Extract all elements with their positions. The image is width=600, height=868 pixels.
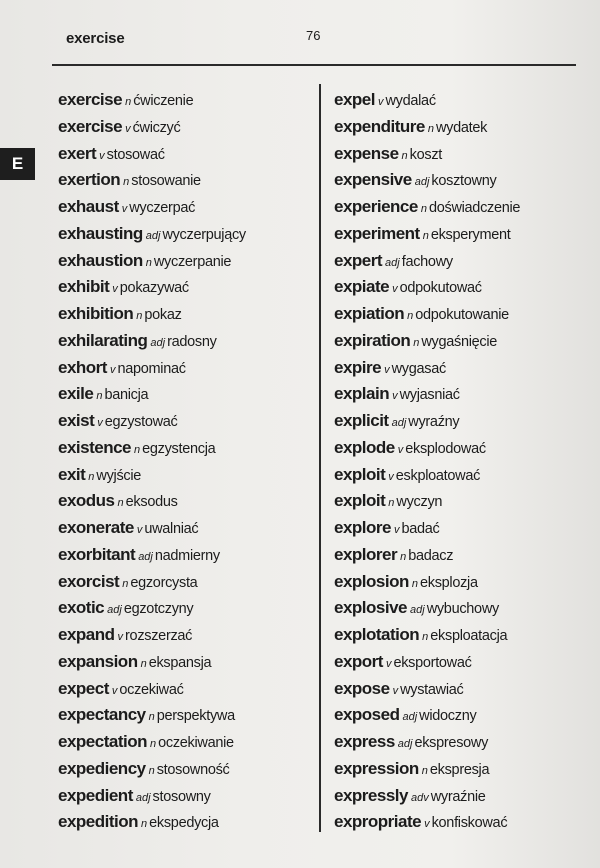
entry-part-of-speech: n	[388, 497, 395, 510]
entry-headword: explain	[334, 384, 390, 404]
entry-headword: exist	[58, 411, 95, 430]
entry-translation: ekspedycja	[149, 815, 219, 832]
entry-translation: nadmierny	[154, 547, 220, 564]
dictionary-entry	[334, 194, 520, 221]
dictionary-entry	[58, 194, 246, 221]
entry-part-of-speech: v	[397, 443, 404, 456]
entry-headword: expectation	[58, 732, 147, 751]
entry-translation: stosowny	[152, 788, 211, 805]
entry-part-of-speech: adj	[138, 550, 153, 563]
dictionary-entry	[58, 569, 246, 596]
entry-headword: exercise	[58, 116, 123, 136]
entry-translation: ćwiczyć	[132, 119, 181, 136]
entry-headword: explotation	[334, 625, 420, 644]
dictionary-entry	[334, 756, 520, 783]
dictionary-entry	[58, 248, 246, 275]
entry-headword: expensive	[334, 170, 412, 190]
entry-part-of-speech: v	[384, 363, 390, 376]
entry-translation: rozszerzać	[125, 628, 193, 644]
entry-translation: eksplozja	[419, 574, 478, 591]
entry-headword: exhaustion	[58, 250, 143, 270]
dictionary-entry	[334, 381, 520, 408]
entry-part-of-speech: adj	[107, 604, 122, 617]
entry-translation: fachowy	[401, 253, 453, 270]
dictionary-entry	[334, 515, 520, 542]
entry-headword: exonerate	[58, 518, 134, 537]
entry-headword: exertion	[58, 170, 121, 190]
entry-part-of-speech: v	[109, 363, 116, 376]
entry-translation: oczekiwanie	[158, 735, 234, 751]
entry-part-of-speech: v	[393, 524, 400, 536]
dictionary-entry	[58, 729, 246, 756]
entry-part-of-speech: adj	[150, 336, 166, 349]
entry-part-of-speech: v	[392, 684, 399, 697]
entry-headword: explorer	[334, 544, 398, 564]
entry-translation: stosować	[106, 146, 165, 163]
right-column	[334, 87, 520, 836]
entry-translation: wygaśnięcie	[421, 333, 498, 350]
dictionary-entry	[334, 435, 520, 462]
dictionary-entry	[58, 649, 246, 676]
entry-headword: exploit	[334, 464, 386, 484]
entry-part-of-speech: adj	[410, 604, 425, 617]
entry-translation: wystawiać	[400, 681, 464, 698]
entry-part-of-speech: n	[134, 443, 141, 456]
entry-translation: wyczerpać	[129, 200, 196, 216]
entry-part-of-speech: v	[424, 818, 430, 831]
dictionary-entry	[334, 809, 520, 836]
dictionary-entry	[58, 221, 246, 248]
entry-headword: exotic	[58, 598, 105, 618]
entry-part-of-speech: v	[392, 283, 398, 296]
entry-headword: expenditure	[334, 116, 425, 136]
entry-translation: wyraźnie	[430, 788, 486, 805]
entry-headword: exhibition	[58, 304, 134, 323]
dictionary-entry	[334, 488, 520, 515]
entry-part-of-speech: v	[385, 657, 392, 670]
left-column	[58, 87, 246, 836]
entry-part-of-speech: n	[88, 470, 95, 483]
column-divider	[319, 84, 321, 832]
dictionary-entry	[334, 274, 520, 301]
dictionary-entry	[58, 114, 246, 141]
entry-part-of-speech: v	[117, 631, 124, 643]
entry-translation: wyczerpanie	[153, 253, 232, 270]
entry-headword: exercise	[58, 90, 123, 109]
entry-headword: exorbitant	[58, 544, 136, 564]
dictionary-entry	[334, 622, 520, 649]
entry-headword: exhort	[58, 357, 107, 377]
entry-headword: expansion	[58, 651, 138, 671]
entry-headword: expectancy	[58, 705, 146, 725]
entry-headword: expedient	[58, 785, 133, 805]
entry-translation: uwalniać	[144, 521, 199, 537]
entry-headword: export	[334, 651, 383, 671]
entry-part-of-speech: adj	[385, 256, 400, 269]
dictionary-entry	[58, 809, 246, 836]
entry-part-of-speech: v	[112, 283, 118, 296]
entry-headword: exit	[58, 464, 86, 484]
dictionary-entry	[334, 87, 520, 114]
dictionary-entry	[334, 702, 520, 729]
dictionary-entry	[334, 328, 520, 355]
entry-headword: expose	[334, 678, 390, 698]
entry-translation: banicja	[104, 387, 149, 404]
entry-headword: expediency	[58, 758, 146, 778]
entry-translation: pokazywać	[119, 280, 189, 297]
entry-translation: oczekiwać	[119, 681, 184, 698]
entry-part-of-speech: n	[141, 818, 148, 831]
dictionary-entry	[58, 408, 246, 435]
entry-part-of-speech: v	[136, 524, 143, 536]
entry-headword: expiration	[334, 330, 411, 350]
entry-translation: badacz	[408, 547, 454, 564]
entry-headword: exposed	[334, 705, 400, 725]
header-rule	[52, 64, 576, 66]
entry-translation: ekspresowy	[414, 735, 489, 751]
entry-translation: ekspansja	[148, 654, 212, 671]
entry-translation: wygasać	[391, 360, 446, 377]
entry-headword: explore	[334, 518, 391, 537]
entry-part-of-speech: n	[148, 764, 155, 777]
dictionary-entry	[58, 141, 246, 168]
entry-headword: expropriate	[334, 812, 422, 832]
entry-part-of-speech: adj	[135, 791, 151, 804]
entry-part-of-speech: n	[149, 738, 157, 750]
dictionary-entry	[58, 488, 246, 515]
entry-headword: expect	[58, 678, 109, 698]
entry-translation: eksodus	[125, 494, 178, 511]
entry-translation: badać	[401, 521, 440, 537]
entry-translation: radosny	[167, 333, 217, 350]
entry-part-of-speech: adj	[391, 417, 407, 429]
entry-part-of-speech: n	[411, 577, 418, 590]
entry-translation: eskploatować	[395, 467, 481, 484]
entry-headword: explosive	[334, 598, 407, 618]
entry-translation: wyjasniać	[399, 387, 460, 404]
entry-part-of-speech: n	[400, 550, 407, 563]
dictionary-entry	[334, 729, 520, 756]
entry-part-of-speech: adj	[402, 711, 418, 724]
entry-part-of-speech: adj	[145, 229, 161, 242]
page-number: 76	[306, 28, 321, 43]
entry-headword: explode	[334, 437, 395, 457]
dictionary-entry	[58, 274, 246, 301]
dictionary-entry	[334, 141, 520, 168]
entry-part-of-speech: n	[422, 229, 429, 242]
entry-headword: exodus	[58, 491, 115, 511]
entry-headword: expiate	[334, 277, 390, 297]
entry-translation: wyczerpujący	[162, 226, 246, 243]
entry-translation: egzystować	[104, 414, 178, 430]
dictionary-entry	[334, 676, 520, 703]
entry-headword: exorcist	[58, 571, 120, 591]
entry-headword: explicit	[334, 411, 389, 430]
entry-part-of-speech: n	[122, 577, 129, 590]
entry-headword: express	[334, 732, 395, 751]
entry-part-of-speech: v	[388, 470, 394, 483]
dictionary-entry	[58, 462, 246, 489]
entry-headword: expense	[334, 143, 399, 163]
entry-headword: exert	[58, 143, 97, 163]
entry-headword: exploit	[334, 491, 386, 511]
entry-translation: eksperyment	[430, 226, 511, 243]
entry-part-of-speech: v	[125, 122, 131, 135]
entry-headword: expressly	[334, 785, 408, 805]
entry-translation: pokaz	[144, 307, 182, 323]
entry-translation: wybuchowy	[426, 601, 499, 618]
entry-part-of-speech: n	[422, 631, 429, 643]
dictionary-entry	[58, 435, 246, 462]
entry-part-of-speech: n	[136, 310, 143, 322]
thumb-index-letter: E	[11, 154, 24, 173]
entry-translation: stosowność	[156, 761, 230, 778]
dictionary-entry	[58, 355, 246, 382]
entry-translation: konfiskować	[431, 815, 508, 832]
dictionary-entry	[58, 595, 246, 622]
entry-headword: expedition	[58, 812, 139, 832]
entry-part-of-speech: n	[427, 122, 434, 135]
dictionary-entry	[58, 328, 246, 355]
entry-part-of-speech: n	[407, 310, 414, 322]
dictionary-entry	[58, 756, 246, 783]
entry-part-of-speech: n	[125, 96, 132, 108]
entry-part-of-speech: v	[111, 684, 118, 697]
running-header-word: exercise	[66, 30, 125, 47]
dictionary-entry	[334, 408, 520, 435]
dictionary-entry	[334, 248, 520, 275]
dictionary-entry	[58, 676, 246, 703]
entry-headword: exile	[58, 384, 94, 404]
entry-part-of-speech: v	[392, 390, 398, 403]
entry-part-of-speech: n	[96, 390, 103, 403]
dictionary-entry	[334, 355, 520, 382]
entry-translation: egzystencja	[142, 440, 216, 457]
entry-headword: exhausting	[58, 223, 143, 243]
thumb-index-tab	[0, 148, 35, 180]
entry-part-of-speech: n	[420, 203, 427, 215]
entry-part-of-speech: adj	[414, 176, 430, 189]
entry-translation: eksploatacja	[430, 628, 508, 644]
dictionary-entry	[334, 649, 520, 676]
entry-translation: doświadczenie	[428, 200, 521, 216]
entry-translation: wydalać	[385, 93, 436, 109]
entry-part-of-speech: v	[377, 96, 384, 108]
entry-translation: widoczny	[419, 708, 477, 725]
dictionary-entry	[58, 381, 246, 408]
entry-part-of-speech: n	[140, 657, 147, 670]
entry-headword: exhaust	[58, 197, 119, 216]
entry-part-of-speech: n	[413, 336, 420, 349]
dictionary-entry	[58, 301, 246, 328]
dictionary-entry	[58, 783, 246, 810]
dictionary-entry	[334, 221, 520, 248]
entry-part-of-speech: n	[123, 176, 130, 189]
dictionary-entry	[58, 702, 246, 729]
entry-part-of-speech: n	[401, 149, 408, 162]
dictionary-entry	[58, 87, 246, 114]
entry-translation: odpokutowanie	[415, 307, 509, 323]
entry-headword: experience	[334, 197, 418, 216]
dictionary-entry	[334, 114, 520, 141]
entry-translation: egzotczyny	[123, 601, 194, 618]
entry-part-of-speech: n	[148, 711, 155, 724]
entry-part-of-speech: v	[97, 417, 103, 429]
dictionary-entry	[334, 783, 520, 810]
entry-headword: experiment	[334, 223, 420, 243]
dictionary-entry	[58, 542, 246, 569]
dictionary-entry	[334, 167, 520, 194]
entry-translation: kosztowny	[431, 173, 497, 190]
dictionary-entry	[58, 515, 246, 542]
entry-translation: wydatek	[435, 119, 488, 136]
entry-headword: existence	[58, 437, 131, 457]
dictionary-entry	[58, 167, 246, 194]
entry-translation: eksplodować	[405, 440, 486, 457]
entry-translation: eksportować	[393, 654, 472, 671]
entry-translation: ekspresja	[429, 761, 490, 778]
entry-headword: exhibit	[58, 277, 110, 297]
entry-translation: perspektywa	[156, 708, 235, 725]
entry-translation: stosowanie	[131, 173, 201, 190]
entry-part-of-speech: n	[117, 497, 124, 510]
entry-headword: expand	[58, 625, 115, 644]
entry-translation: napominać	[117, 360, 186, 377]
entry-headword: expire	[334, 357, 382, 377]
dictionary-entry	[334, 462, 520, 489]
entry-translation: odpokutować	[399, 280, 482, 297]
entry-part-of-speech: n	[421, 764, 428, 777]
entry-headword: expel	[334, 90, 375, 109]
dictionary-entry	[334, 301, 520, 328]
dictionary-entry	[334, 569, 520, 596]
dictionary-entry	[58, 622, 246, 649]
entry-headword: expression	[334, 758, 419, 778]
entry-headword: expert	[334, 250, 383, 270]
entry-translation: wyjście	[96, 467, 142, 484]
entry-translation: koszt	[409, 146, 443, 163]
entry-part-of-speech: v	[99, 149, 105, 162]
entry-headword: expiation	[334, 304, 405, 323]
entry-part-of-speech: adv	[410, 791, 429, 804]
entry-translation: egzorcysta	[130, 574, 198, 591]
entry-translation: wyczyn	[396, 494, 443, 511]
entry-part-of-speech: n	[145, 256, 152, 269]
entry-headword: explosion	[334, 571, 409, 591]
entry-translation: wyraźny	[408, 414, 460, 430]
entry-headword: exhilarating	[58, 330, 148, 350]
dictionary-entry	[334, 595, 520, 622]
entry-translation: ćwiczenie	[133, 93, 194, 109]
entry-part-of-speech: adj	[397, 738, 413, 750]
dictionary-entry	[334, 542, 520, 569]
entry-part-of-speech: v	[121, 203, 128, 215]
